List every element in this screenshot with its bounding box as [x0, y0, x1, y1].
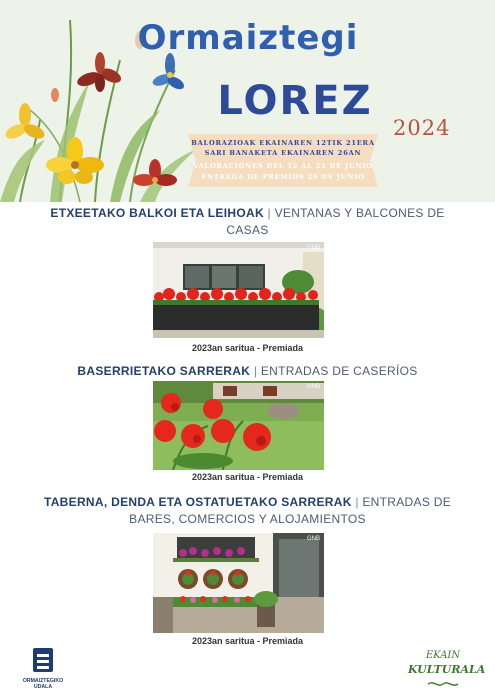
coat-of-arms-icon	[18, 646, 68, 678]
section-title-eu: TABERNA, DENDA ETA OSTATUETAKO SARRERAK	[43, 495, 352, 509]
event-year: 2024	[393, 116, 451, 140]
photo-watermark: GNB	[306, 536, 320, 542]
section-title-eu: BASERRIETAKO SARRERAK	[77, 364, 251, 378]
title-town: Ormaiztegi	[137, 18, 359, 58]
section-title-farmhouses	[0, 363, 495, 380]
title-separator: |	[267, 206, 271, 220]
poster-header	[0, 0, 495, 202]
banner-line-1: BALORAZIOAK EKAINAREN 12TIK 21ERA	[191, 139, 375, 147]
section-title-es: ENTRADAS DE CASERÍOS	[260, 364, 418, 378]
photo-farmhouse	[153, 381, 324, 470]
title-separator: |	[253, 364, 258, 378]
leaf-flourish-icon	[426, 680, 460, 688]
section-title-bars-shops	[0, 494, 495, 528]
photo-caption: 2023an saritua - Premiada	[191, 343, 304, 353]
title-event: LOREZ	[217, 78, 373, 124]
section-title-es: VENTANAS Y BALCONES DE CASAS	[226, 206, 445, 237]
section-title-eu: ETXEETAKO BALKOI ETA LEIHOAK	[50, 206, 264, 220]
logo-text-line2: UDALA	[33, 684, 53, 690]
banner-line-3: VALORACIONES DEL 12 AL 21 DE JUNIO	[193, 162, 373, 170]
logo-text-line2: KULTURALA	[408, 663, 486, 676]
banner-line-2: SARI BANAKETA EKAINAREN 26AN	[204, 149, 362, 157]
logo-text-line1: EKAIN	[425, 650, 461, 661]
banner-line-4: ENTREGA DE PREMIOS 26 DE JUNIO	[201, 173, 365, 181]
ekain-kulturala-logo	[408, 646, 486, 690]
section-title-es: ENTRADAS DE BARES, COMERCIOS Y ALOJAMIENTOS	[129, 495, 452, 526]
photo-shop-entrance	[153, 533, 324, 633]
photo-caption: 2023an saritua - Premiada	[191, 636, 304, 646]
photo-caption: 2023an saritua - Premiada	[191, 472, 304, 482]
photo-watermark: GNB	[306, 384, 320, 390]
town-council-logo	[18, 646, 68, 690]
section-title-balconies	[0, 205, 495, 239]
photo-balcony	[153, 242, 324, 338]
title-separator: |	[355, 495, 359, 509]
photo-watermark: GNB	[306, 245, 320, 251]
logo-text-line1: ORMAIZTEGIKO	[22, 678, 64, 684]
